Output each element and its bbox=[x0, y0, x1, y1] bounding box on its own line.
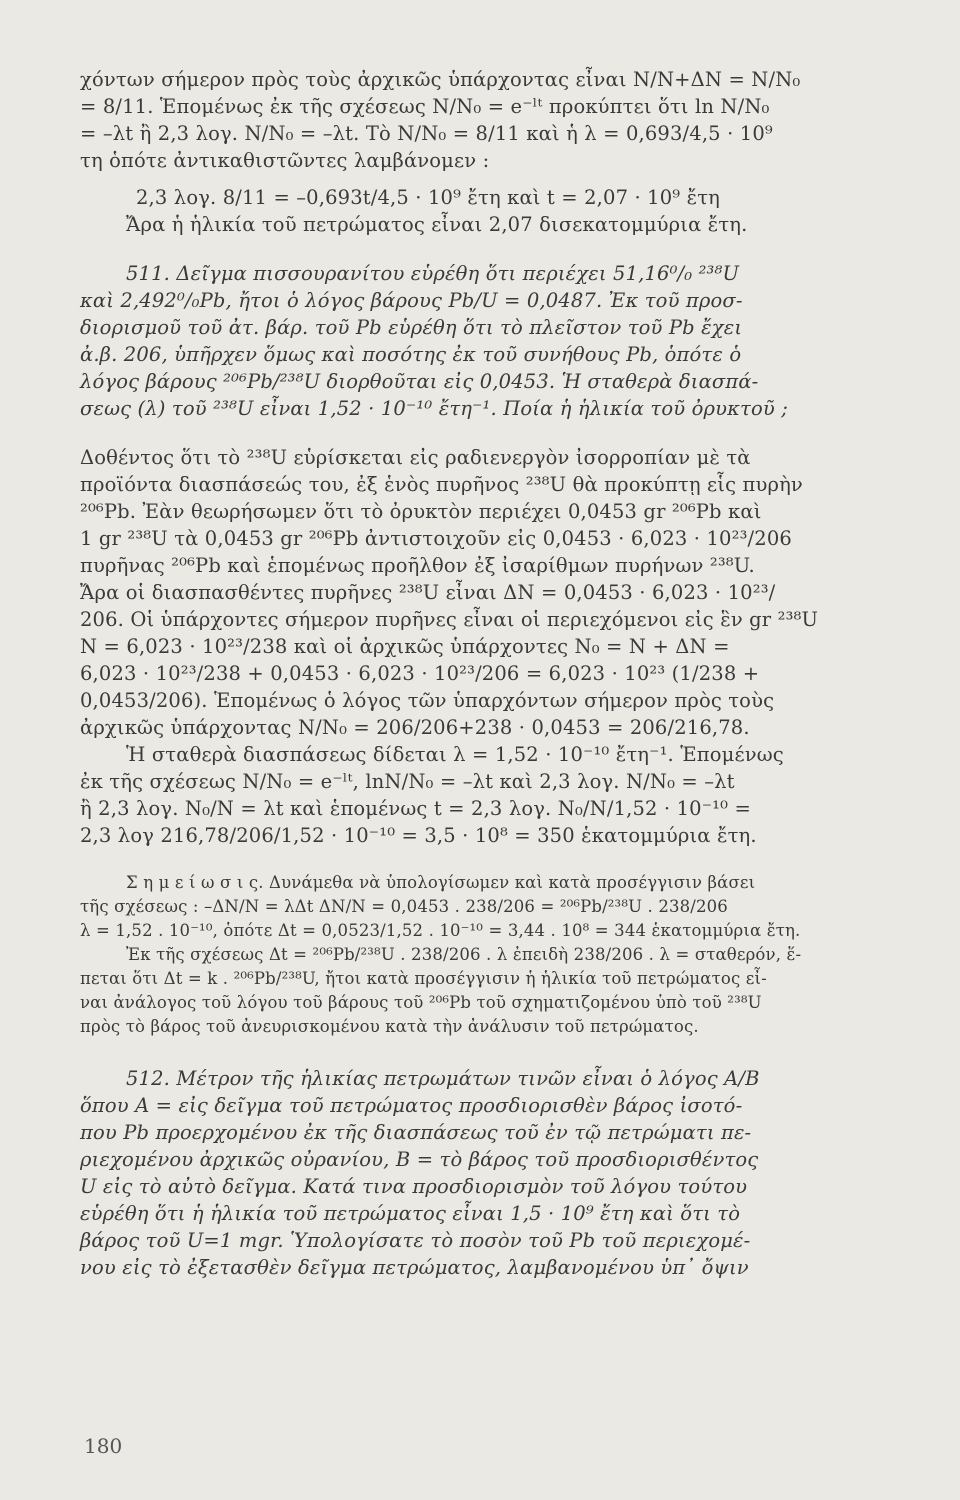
solution-line: Δοθέντος ὅτι τὸ ²³⁸U εὑρίσκεται εἰς ραδιενεργὸν ἰσορροπίαν μὲ τὰ bbox=[80, 446, 751, 469]
problem-line: U εἰς τὸ αὐτὸ δεῖγμα. Κατά τινα προσδιορισμὸν τοῦ λόγου τούτου bbox=[80, 1175, 748, 1198]
text-line: χόντων σήμερον πρὸς τοὺς ἀρχικῶς ὑπάρχοντας εἶναι N/N+ΔN = N/N₀ bbox=[80, 68, 801, 91]
problem-line: που Pb προερχομένου ἐκ τῆς διασπάσεως τοῦ ἐν τῷ πετρώματι πε- bbox=[80, 1121, 752, 1144]
problem-line: νου εἰς τὸ ἐξετασθὲν δεῖγμα πετρώματος, λαμβανομένου ὑπ᾿ ὄψιν bbox=[80, 1256, 749, 1279]
problem-512 bbox=[80, 1065, 882, 1281]
problem-line: 512. Μέτρον τῆς ἡλικίας πετρωμάτων τινῶν εἶναι ὁ λόγος A/B bbox=[126, 1067, 760, 1090]
solution-line: 6,023 · 10²³/238 + 0,0453 · 6,023 · 10²³/206 = 6,023 · 10²³ (1/238 + bbox=[80, 662, 760, 685]
solution-line: πυρῆνας ²⁰⁶Pb καὶ ἑπομένως προῆλθον ἐξ ἰσαρίθμων πυρήνων ²³⁸U. bbox=[80, 554, 755, 577]
page-number: 180 bbox=[84, 1434, 123, 1458]
problem-line: ὅπου A = εἰς δεῖγμα τοῦ πετρώματος προσδιορισθὲν βάρος ἰσοτό- bbox=[80, 1094, 743, 1117]
text-line: τη ὁπότε ἀντικαθιστῶντες λαμβάνομεν : bbox=[80, 149, 490, 172]
note-line: λ = 1,52 . 10⁻¹⁰, ὁπότε Δt = 0,0523/1,52 . 10⁻¹⁰ = 3,44 . 10⁸ = 344 ἑκατομμύρια ἔτη. bbox=[80, 921, 801, 940]
note-line: πεται ὅτι Δt = k . ²⁰⁶Pb/²³⁸U, ἤτοι κατὰ προσέγγισιν ἡ ἡλικία τοῦ πετρώματος εἶ- bbox=[80, 969, 767, 988]
note-line: Ἐκ τῆς σχέσεως Δt = ²⁰⁶Pb/²³⁸U . 238/206 . λ ἐπειδὴ 238/206 . λ = σταθερόν, ἕ- bbox=[126, 945, 802, 964]
problem-line: ἀ.β. 206, ὑπῆρχεν ὅμως καὶ ποσότης ἐκ τοῦ συνήθους Pb, ὁπότε ὁ bbox=[80, 343, 742, 366]
text-line: = –λt ἢ 2,3 λογ. N/N₀ = –λt. Τὸ N/N₀ = 8/11 καὶ ἡ λ = 0,693/4,5 · 10⁹ bbox=[80, 122, 773, 145]
solution-line: 1 gr ²³⁸U τὰ 0,0453 gr ²⁰⁶Pb ἀντιστοιχοῦν εἰς 0,0453 · 6,023 · 10²³/206 bbox=[80, 527, 792, 550]
problem-line: ριεχομένου ἀρχικῶς οὐρανίου, B = τὸ βάρος τοῦ προσδιορισθέντος bbox=[80, 1148, 759, 1171]
problem-line: διορισμοῦ τοῦ ἀτ. βάρ. τοῦ Pb εὑρέθη ὅτι τὸ πλεῖστον τοῦ Pb ἔχει bbox=[80, 316, 743, 339]
note-line: πρὸς τὸ βάρος τοῦ ἀνευρισκομένου κατὰ τὴν ἀνάλυσιν τοῦ πετρώματος. bbox=[80, 1017, 699, 1036]
solution-line: ²⁰⁶Pb. Ἐὰν θεωρήσωμεν ὅτι τὸ ὀρυκτὸν περιέχει 0,0453 gr ²⁰⁶Pb καὶ bbox=[80, 500, 762, 523]
problem-line: καὶ 2,492⁰/₀Pb, ἤτοι ὁ λόγος βάρους Pb/U = 0,0487. Ἐκ τοῦ προσ- bbox=[80, 289, 743, 312]
problem-line: εὑρέθη ὅτι ἡ ἡλικία τοῦ πετρώματος εἶναι 1,5 · 10⁹ ἔτη καὶ ὅτι τὸ bbox=[80, 1202, 741, 1225]
equation-line: 2,3 λογ. 8/11 = –0,693t/4,5 · 10⁹ ἔτη καὶ t = 2,07 · 10⁹ ἔτη bbox=[136, 186, 720, 209]
continuation-block bbox=[80, 66, 882, 238]
solution-line: 0,0453/206). Ἑπομένως ὁ λόγος τῶν ὑπαρχόντων σήμερον πρὸς τοὺς bbox=[80, 689, 775, 712]
problem-line: 511. Δεῖγμα πισσουρανίτου εὑρέθη ὅτι περιέχει 51,16⁰/₀ ²³⁸U bbox=[126, 262, 740, 285]
solution-line: ἀρχικῶς ὑπάρχοντας N/N₀ = 206/206+238 · 0,0453 = 206/216,78. bbox=[80, 716, 750, 739]
solution-line: Ἄρα οἱ διασπασθέντες πυρῆνες ²³⁸U εἶναι ΔN = 0,0453 · 6,023 · 10²³/ bbox=[80, 581, 776, 604]
note-line: τῆς σχέσεως : –ΔN/N = λΔt ΔN/N = 0,0453 . 238/206 = ²⁰⁶Pb/²³⁸U . 238/206 bbox=[80, 897, 728, 916]
conclusion-line: Ἄρα ἡ ἡλικία τοῦ πετρώματος εἶναι 2,07 δισεκατομμύρια ἔτη. bbox=[126, 213, 748, 236]
solution-line: 206. Οἱ ὑπάρχοντες σήμερον πυρῆνες εἶναι οἱ περιεχόμενοι εἰς ἓν gr ²³⁸U bbox=[80, 608, 819, 631]
problem-line: σεως (λ) τοῦ ²³⁸U εἶναι 1,52 · 10⁻¹⁰ ἔτη⁻¹. Ποία ἡ ἡλικία τοῦ ὀρυκτοῦ ; bbox=[80, 397, 788, 420]
solution-line: ἐκ τῆς σχέσεως N/N₀ = e⁻ˡᵗ, lnN/N₀ = –λt καὶ 2,3 λογ. N/N₀ = –λt bbox=[80, 770, 735, 793]
solution-line: προϊόντα διασπάσεώς του, ἐξ ἑνὸς πυρῆνος ²³⁸U θὰ προκύπτῃ εἷς πυρὴν bbox=[80, 473, 803, 496]
note-block bbox=[80, 871, 882, 1039]
solution-511 bbox=[80, 444, 882, 849]
solution-line: 2,3 λογ 216,78/206/1,52 · 10⁻¹⁰ = 3,5 · 10⁸ = 350 ἑκατομμύρια ἔτη. bbox=[80, 824, 757, 847]
note-line: ναι ἀνάλογος τοῦ λόγου τοῦ βάρους τοῦ ²⁰⁶Pb τοῦ σχηματιζομένου ὑπὸ τοῦ ²³⁸U bbox=[80, 993, 762, 1012]
problem-511 bbox=[80, 260, 882, 422]
text-line: = 8/11. Ἑπομένως ἐκ τῆς σχέσεως N/N₀ = e⁻ˡᵗ προκύπτει ὅτι ln N/N₀ bbox=[80, 95, 770, 118]
solution-line: ἢ 2,3 λογ. N₀/N = λt καὶ ἑπομένως t = 2,3 λογ. N₀/N/1,52 · 10⁻¹⁰ = bbox=[80, 797, 751, 820]
solution-line: Ἡ σταθερὰ διασπάσεως δίδεται λ = 1,52 · 10⁻¹⁰ ἔτη⁻¹. Ἑπομένως bbox=[126, 743, 784, 766]
note-line: Σ η μ ε ί ω σ ι ς. Δυνάμεθα νὰ ὑπολογίσωμεν καὶ κατὰ προσέγγισιν βάσει bbox=[126, 873, 756, 892]
solution-line: N = 6,023 · 10²³/238 καὶ οἱ ἀρχικῶς ὑπάρχοντες N₀ = N + ΔN = bbox=[80, 635, 730, 658]
problem-line: βάρος τοῦ U=1 mgr. Ὑπολογίσατε τὸ ποσὸν τοῦ Pb τοῦ περιεχομέ- bbox=[80, 1229, 751, 1252]
problem-line: λόγος βάρους ²⁰⁶Pb/²³⁸U διορθοῦται εἰς 0,0453. Ἡ σταθερὰ διασπά- bbox=[80, 370, 759, 393]
